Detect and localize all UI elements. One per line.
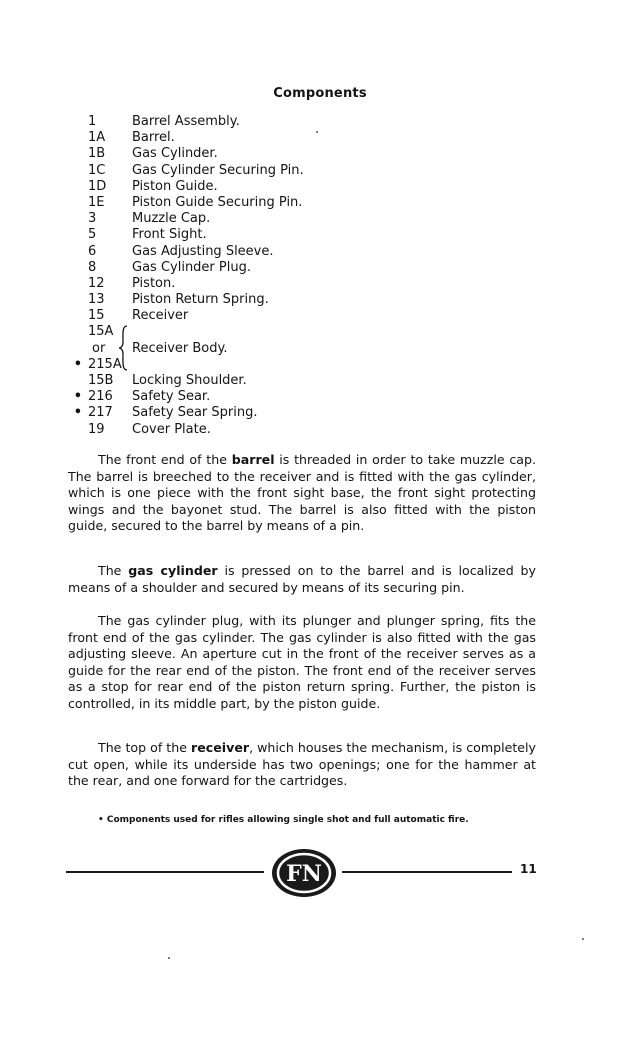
list-item <box>88 260 468 276</box>
brace-group <box>73 324 468 373</box>
text-run: The top of the <box>98 740 192 755</box>
component-number: 1 <box>88 114 97 129</box>
component-number: 15 <box>88 308 105 324</box>
component-name: Cover Plate. <box>132 421 211 437</box>
component-name: Safety Sear Spring. <box>132 405 258 421</box>
scan-speck <box>316 131 318 133</box>
fn-logo-icon <box>270 847 338 899</box>
component-number: 12 <box>88 275 105 291</box>
list-item <box>88 195 468 211</box>
component-number: 5 <box>88 227 97 243</box>
text-run: , which houses the mechanism, is completely cut open, while its underside has two openings; one for the hammer at the rear, and one forward for the cartridges. <box>68 740 536 789</box>
component-number: 215A <box>88 356 122 372</box>
list-item <box>88 163 468 179</box>
component-number: 19 <box>88 421 105 437</box>
paragraph-gas-plug: The gas cylinder plug, with its plunger and plunger spring, fits the front end of the gas cylinder. The gas cylinder is also fitted with the gas adjusting sleeve. An aperture cut in the front of the receiver serves as a guide for the rear end of the piston. The front end of the receiver serves as a stop for rear end of the piston return spring. Further, the piston is controlled, in its middle part, by the piston guide. <box>68 613 536 711</box>
list-item <box>88 114 468 130</box>
component-number: 13 <box>88 292 105 308</box>
list-item <box>88 146 468 162</box>
list-item <box>88 179 468 195</box>
component-name: Muzzle Cap. <box>132 211 211 227</box>
component-name: Safety Sear. <box>132 389 211 405</box>
list-item <box>88 244 468 260</box>
component-name: Piston Return Spring. <box>132 292 269 308</box>
paragraph-barrel <box>68 452 536 535</box>
component-number: 15B <box>88 373 114 389</box>
scan-speck <box>168 957 170 959</box>
component-number: 1B <box>88 146 106 162</box>
bold-term: receiver <box>191 740 250 755</box>
component-name: Receiver <box>132 308 189 324</box>
component-number: 1E <box>88 194 105 210</box>
footer-rule-right <box>342 871 512 873</box>
component-name: Gas Adjusting Sleeve. <box>132 243 274 259</box>
component-name: Front Sight. <box>132 227 207 243</box>
component-name: Receiver Body. <box>132 340 228 356</box>
curly-brace-icon <box>118 324 130 372</box>
asterisk-marker: • <box>73 389 82 405</box>
component-number: 15A <box>88 324 114 340</box>
footer-rule-left <box>66 871 264 873</box>
component-name: Piston Guide Securing Pin. <box>132 194 303 210</box>
section-heading: Components <box>273 86 367 101</box>
bold-term: gas cylinder <box>128 563 218 578</box>
list-item <box>88 130 468 146</box>
or-label: or <box>92 340 106 356</box>
list-item <box>88 308 468 324</box>
list-item <box>88 227 468 243</box>
component-number: 1C <box>88 162 106 178</box>
text-run: is pressed on to the barrel and is localized by means of a shoulder and secured by means of its securing pin. <box>68 563 536 595</box>
list-item <box>73 389 468 405</box>
footnote: • Components used for rifles allowing single shot and full automatic fire. <box>98 815 469 825</box>
paragraph-gas-cylinder <box>68 563 536 596</box>
list-item <box>73 405 468 421</box>
component-name: Gas Cylinder. <box>132 146 218 162</box>
bold-term: barrel <box>231 452 275 467</box>
page-number: 11 <box>520 862 537 876</box>
component-name: Piston. <box>132 275 176 291</box>
component-name: Barrel Assembly. <box>132 114 240 129</box>
list-item <box>88 292 468 308</box>
list-item <box>88 373 468 389</box>
asterisk-marker: • <box>73 356 82 372</box>
paragraph-receiver <box>68 740 536 790</box>
component-number: 1D <box>88 178 107 194</box>
list-item <box>88 276 468 292</box>
component-name: Locking Shoulder. <box>132 373 247 389</box>
list-item <box>88 211 468 227</box>
text-run: The front end of the <box>98 452 232 467</box>
component-number: 8 <box>88 259 97 275</box>
scan-speck <box>582 938 584 940</box>
text-run: is threaded in order to take muzzle cap. The barrel is breeched to the receiver and is fitted with the gas cylinder, which is one piece with the front sight base, the front sight protecting wings and the bayonet stud. The barrel is also fitted with the piston guide, secured to the barrel by means of a pin. <box>68 452 536 534</box>
text-run: The <box>98 563 129 578</box>
component-number: 217 <box>88 405 113 421</box>
component-number: 216 <box>88 389 113 405</box>
component-name: Gas Cylinder Securing Pin. <box>132 162 304 178</box>
component-name: Barrel. <box>132 130 175 146</box>
asterisk-marker: • <box>73 405 82 421</box>
component-number: 1A <box>88 130 106 146</box>
component-number: 6 <box>88 243 97 259</box>
component-number: 3 <box>88 211 97 227</box>
components-list <box>73 114 468 438</box>
list-item <box>88 422 468 438</box>
logo-letters: FN <box>286 861 322 887</box>
component-name: Gas Cylinder Plug. <box>132 259 251 275</box>
component-name: Piston Guide. <box>132 178 218 194</box>
